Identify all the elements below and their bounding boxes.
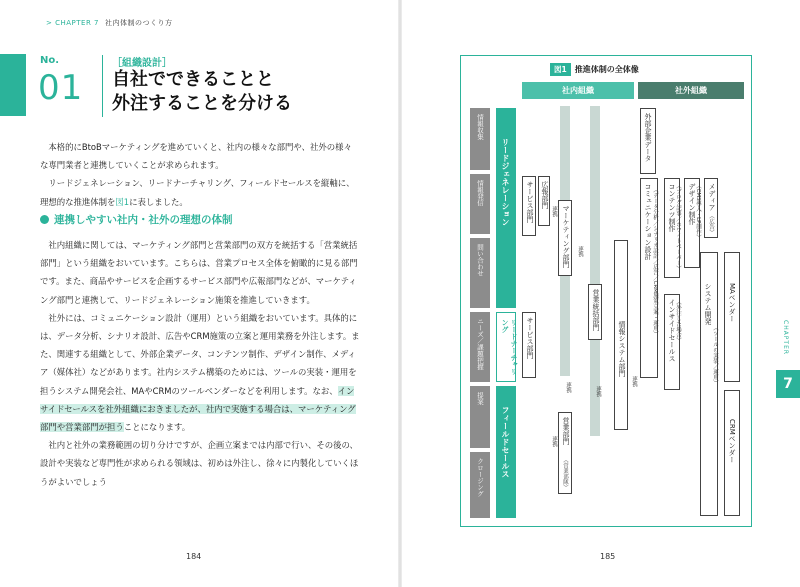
stage-box: 提案 [470,386,490,448]
crm-vendor-box: CRMベンダー [724,390,740,516]
design-box: デザイン制作 （CMS導入・LP制作） [684,178,700,268]
stage-box: 情報収集 [470,108,490,170]
figure-badge: 図1 [550,63,571,76]
intro-text: 本格的にBtoBマーケティングを進めていくと、社内の様々な部門や、社外の様々な専門業者と連携していくことが求められます。 リードジェネレーション、リードナーチャリング、フィールドセールスを縦軸に、理想的な推進体制を図1に表しました。 [40,142,355,207]
chapter-side-label: CHAPTER [782,320,789,356]
link-label: 連携 [577,246,583,257]
contents-box: コンテンツ制作 （ブログ記事／ホワイトペーパー） [664,178,680,278]
stage-box: 情報発信 [470,174,490,234]
chapter-tab: 7 [776,370,800,398]
stage-box: クロージング [470,452,490,518]
chapter-header: > CHAPTER 7 社内体制のつくり方 [46,19,173,27]
inside-sales-box: インサイドセールス （外注した場合） [664,294,680,390]
section-heading: 連携しやすい社内・社外の理想の体制 [40,212,233,227]
page-number-left: 184 [186,552,202,561]
category-label: ［組織設計］ [112,58,172,69]
inside-org-header: 社内組織 [522,82,634,99]
sys-dev-box: システム開発 （ツールの実装／運用） [700,252,718,516]
phase-leadgen: リードジェネレーション [496,108,516,308]
link-label: 連携 [631,376,637,387]
figure-title: 図1 推進体制の全体像 [550,63,639,76]
section-number: 01 [38,68,84,108]
divider [102,55,103,117]
accent-bar [0,54,26,116]
link-label: 連携 [565,382,571,393]
phase-nurturing: リードナーチャリング [496,312,516,382]
link-label: 連携 [551,206,557,217]
stage-box: ニーズ／課題把握 [470,312,490,382]
service-dept-box-2: サービス部門 [522,312,536,378]
ma-vendor-box: MAベンダー [724,252,740,382]
comm-design-box: コミュニケーション設計 （データ分析／シナリオ設計／広告／CRM施策立案・運用） [640,178,658,378]
body-text: 社内組織に関しては、マーケティング部門と営業部門の双方を統括する「営業統括部門」という組織をおいています。こちらは、営業プロセス全体を俯瞰的に見る部門です。また、商品やサービスを企画するサービス部門や広報部門などが、マーケティング部門と連携して、リードジェネレーション施策を推進していきます。 社外には、コミュニケーション設計（運用）という組織をおいています。具体的には、データ分析、シナリオ設計、広告やCRM施策の立案と運用業務を外注します。また、関連する組織として、外部企業データ、コンテンツ制作、デザイン制作、メディア（媒体社）などがあります。社内システム構築のためには、ツールの実装・運用を担うシステム開発会社、MAやCRMのツールベンダーなどを利用します。なお、インサイドセールスを社外組織におきましたが、社内で実施する場合は、マーケティング部門や営業部門が担うことになります。 社内と社外の業務範囲の切り分けですが、企画立案までは内部で行い、その後の、設計や実装など専門性が求められる領域は、初めは外注し、徐々に内製化していくほうがよいでしょう [40,240,360,487]
outside-org-header: 社外組織 [638,82,744,99]
page-title: 自社でできることと 外注することを分ける [112,69,292,114]
external-data-box: 外部企業データ [640,108,656,174]
link-label: 連携 [551,436,557,447]
marketing-dept-box: マーケティング部門 [558,200,572,276]
info-system-box: 情報システム部門 [614,240,628,430]
right-page [400,0,800,587]
sales-control-box: 営業統括部門 [588,284,602,340]
pr-dept-box: 広報部門 [538,176,550,226]
media-box: メディア （広告） [704,178,718,238]
link-label: 連携 [595,386,601,397]
page-number-right: 185 [600,552,616,561]
highlighted-text: インサイドセールスを社外組織におきましたが、社内で実施する場合は、マーケティング部門や営業部門が担う [40,385,356,433]
figure-reference-link[interactable]: 図1 [115,196,130,207]
phase-field-sales: フィールドセールス [496,386,516,518]
stage-box: 問い合わせ [470,238,490,308]
sales-dept-box: 営業部門 （営業部隊） [558,412,572,494]
service-dept-box: サービス部門 [522,176,536,236]
bullet-dot-icon [40,215,49,224]
section-no-label: No. [40,55,60,66]
